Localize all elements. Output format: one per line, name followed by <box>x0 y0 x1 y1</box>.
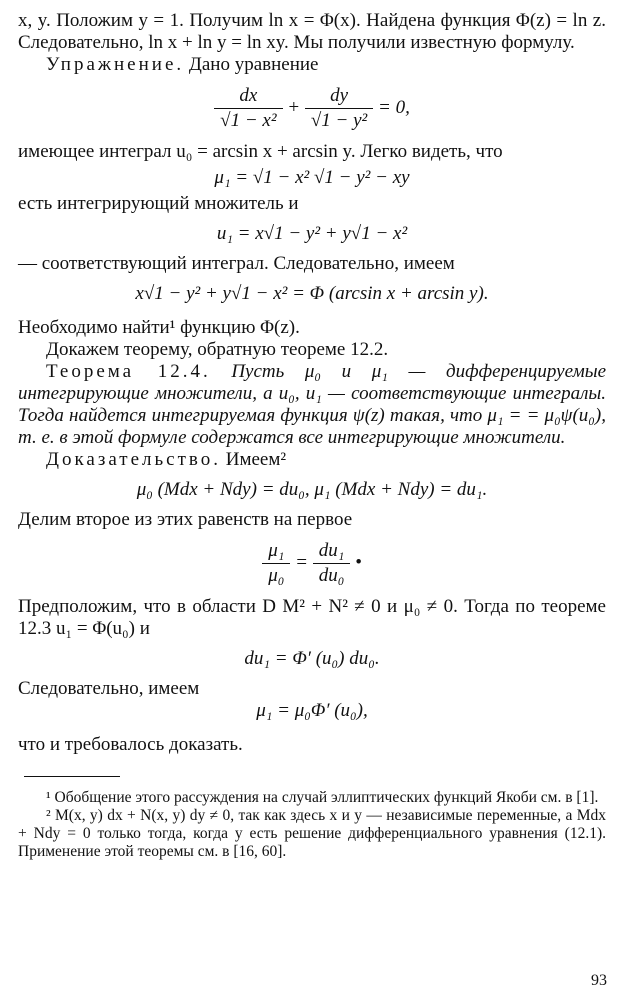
fraction-numerator: dy <box>305 84 373 109</box>
paragraph-need: Необходимо найти¹ функцию Φ(z). <box>18 317 300 338</box>
fraction-numerator: du₁ <box>313 539 351 564</box>
paragraph-corresponding: — соответствующий интеграл. Следовательно, имеем <box>18 253 455 274</box>
equation-1: $\frac{dx}{\text{√1 − x²}}$ + $\frac{dy}{\text{√1 − y²}}$ = 0, <box>18 84 606 133</box>
fraction-mu <box>262 539 290 588</box>
equation-4: x√1 − y² + y√1 − x² = Φ (arcsin x + arcsin y). <box>135 283 489 304</box>
equation-5: μ₀ (Mdx + Ndy) = du₀, μ₁ (Mdx + Ndy) = du₁. <box>136 479 488 500</box>
fraction-du <box>313 539 351 588</box>
exercise-label: Упражнение. <box>46 54 185 75</box>
page-body <box>18 10 606 861</box>
paragraph-suppose: Предположим, что в области D M² + N² ≠ 0 и μ₀ ≠ 0. Тогда по теореме 12.3 u₁ = Φ(u₀) и <box>18 596 606 639</box>
paragraph-prove: Докажем теорему, обратную теореме 12.2. <box>46 339 389 360</box>
footnote-1: ¹ Обобщение этого рассуждения на случай эллиптических функций Якоби см. в [1]. <box>46 789 599 806</box>
equation-7: du₁ = Φ′ (u₀) du₀. <box>244 648 380 669</box>
page-number: 93 <box>591 972 607 989</box>
proof-text: Имеем² <box>221 449 287 470</box>
fraction-denominator: du₀ <box>318 565 345 586</box>
equation-3: u₁ = x√1 − y² + y√1 − x² <box>216 223 408 244</box>
proof-paragraph <box>18 449 606 471</box>
theorem-text: Пусть μ₀ и μ₁ — дифференцируемые интегрирующие множители, а u₀, u₁ — соответствующие интегралы. Тогда найдется интегрируемая функция ψ(z) такая, что μ₁ = = μ₀ψ(u₀), т. е. в этой формуле содержатся все интегрирующие множители. <box>18 361 606 448</box>
fraction-denominator: √1 − y² <box>310 110 368 131</box>
theorem-paragraph <box>18 361 606 449</box>
exercise-text: Дано уравнение <box>184 54 319 75</box>
fraction-numerator: dx <box>214 84 282 109</box>
paragraph-divide: Делим второе из этих равенств на первое <box>18 509 353 530</box>
fraction-denominator: √1 − x² <box>220 110 277 131</box>
equation-8: μ₁ = μ₀Φ′ (u₀), <box>256 700 368 721</box>
exercise-paragraph <box>18 54 606 76</box>
paragraph-intro: x, y. Положим y = 1. Получим ln x = Φ(x). Найдена функция Φ(z) = ln z. Следовательно, ln x + ln y = ln xy. Мы получили известную формулу. <box>18 10 606 53</box>
equation-6: $\frac{\text{μ₁}}{\text{μ₀}}$ = $\frac{\text{du₁}}{\text{du₀}}$ • <box>18 539 606 588</box>
paragraph-qed: что и требовалось доказать. <box>18 734 243 755</box>
fraction-numerator: μ₁ <box>262 539 290 564</box>
footnote-2: ² M(x, y) dx + N(x, y) dy ≠ 0, так как здесь x и y — независимые переменные, а Mdx + Ndy = 0 только тогда, когда y есть решение дифференциального уравнения (12.1). Применение этой теоремы см. в [16, 60]. <box>18 807 606 860</box>
equation-2: μ₁ = √1 − x² √1 − y² − xy <box>214 167 410 188</box>
paragraph-hence: Следовательно, имеем <box>18 678 200 699</box>
footnote-divider <box>24 776 120 777</box>
equation-rhs: = 0, <box>373 96 410 118</box>
fraction-dy <box>305 84 373 133</box>
proof-label: Доказательство. <box>46 449 221 470</box>
paragraph-integral: имеющее интеграл u₀ = arcsin x + arcsin y. Легко видеть, что <box>18 141 503 162</box>
theorem-label: Теорема 12.4. <box>46 361 211 382</box>
fraction-dx <box>214 84 282 133</box>
fraction-denominator: μ₀ <box>268 565 285 586</box>
paragraph-factor: есть интегрирующий множитель и <box>18 193 299 214</box>
